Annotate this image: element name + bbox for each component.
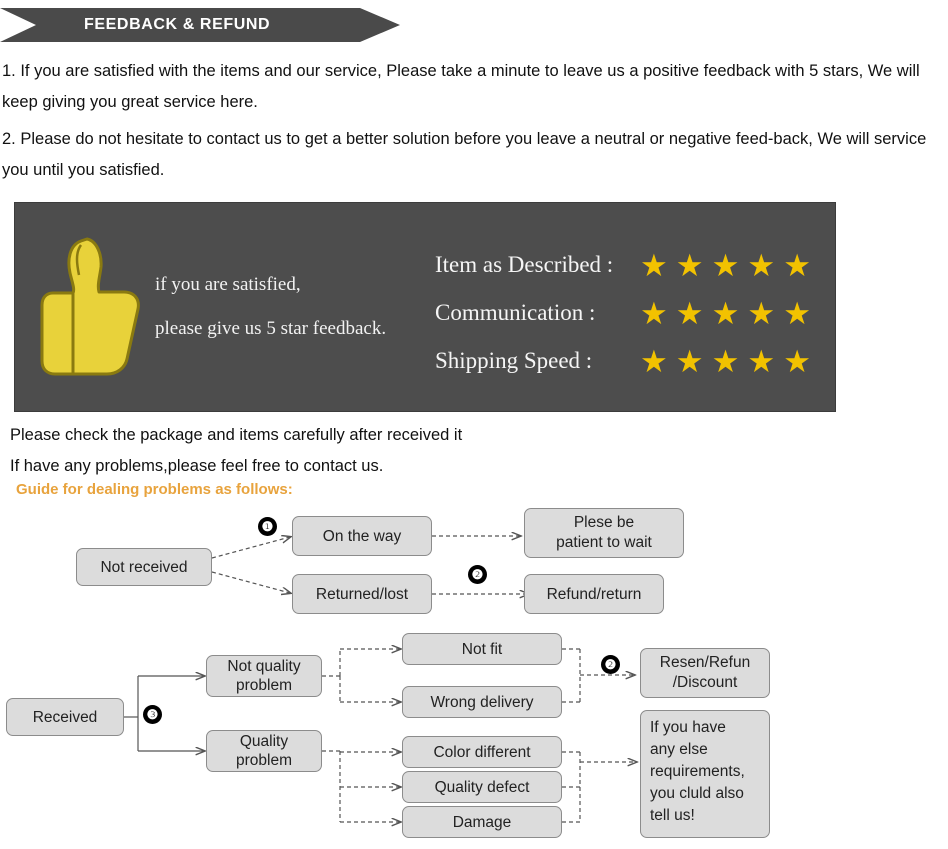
star-icon: ★ <box>711 295 740 331</box>
star-icon: ★ <box>640 343 668 379</box>
star-icon: ★ <box>783 295 811 331</box>
node-not-fit: Not fit <box>402 633 562 665</box>
star-icon: ★ <box>675 295 704 331</box>
resend-refund-line-2: /Discount <box>672 674 738 691</box>
not-quality-line-2: problem <box>236 677 292 694</box>
tell-us-line-3: requirements, <box>650 763 745 780</box>
rating-label: Item as Described : <box>435 252 614 277</box>
rating-row <box>435 339 811 383</box>
feedback-request-line-1: if you are satisfied, <box>155 274 301 295</box>
node-received: Received <box>6 698 124 736</box>
quality-line-1: Quality <box>239 733 289 750</box>
please-wait-line-1: Plese be <box>573 514 635 531</box>
star-icon: ★ <box>747 295 776 331</box>
badge-2b: ❷ <box>601 655 620 674</box>
node-quality-problem <box>206 730 322 772</box>
post-instruction-line-2: If have any problems,please feel free to contact us. <box>10 457 384 475</box>
header-banner <box>0 8 400 42</box>
rating-rows <box>435 243 811 387</box>
node-color-different: Color different <box>402 736 562 768</box>
feedback-rating-banner <box>14 202 836 412</box>
problem-flow-chart <box>0 500 948 849</box>
star-icon: ★ <box>783 247 811 283</box>
resend-refund-line-1: Resen/Refun <box>659 654 751 671</box>
star-icon: ★ <box>675 247 704 283</box>
tell-us-line-1: If you have <box>650 719 726 736</box>
tell-us-line-4: you cluld also <box>650 785 744 802</box>
node-on-the-way: On the way <box>292 516 432 556</box>
star-icon: ★ <box>711 343 740 379</box>
star-icon: ★ <box>675 343 704 379</box>
node-tell-us <box>640 710 770 838</box>
rating-label: Communication : <box>435 300 596 325</box>
rating-stars <box>640 343 811 379</box>
star-icon: ★ <box>711 247 740 283</box>
badge-1: ❶ <box>258 517 277 536</box>
star-icon: ★ <box>640 295 668 331</box>
star-icon: ★ <box>747 343 776 379</box>
thumbs-up-icon <box>37 235 147 380</box>
rating-stars <box>640 247 811 283</box>
rating-row <box>435 291 811 335</box>
rating-label: Shipping Speed : <box>435 348 593 373</box>
not-quality-line-1: Not quality <box>227 658 301 675</box>
node-wrong-delivery: Wrong delivery <box>402 686 562 718</box>
tell-us-line-2: any else <box>650 741 708 758</box>
star-icon: ★ <box>747 247 776 283</box>
node-returned-lost: Returned/lost <box>292 574 432 614</box>
node-refund-return: Refund/return <box>524 574 664 614</box>
star-icon: ★ <box>640 247 668 283</box>
guide-heading: Guide for dealing problems as follows: <box>16 481 293 498</box>
node-not-received: Not received <box>76 548 212 586</box>
intro-paragraph-2: 2. Please do not hesitate to contact us to get a better solution before you leave a neutral or negative feed-back, We will service you until you satisfied. <box>2 130 927 179</box>
node-not-quality-problem <box>206 655 322 697</box>
post-instructions <box>10 420 462 482</box>
tell-us-line-5: tell us! <box>650 807 695 824</box>
node-damage: Damage <box>402 806 562 838</box>
intro-paragraph-1: 1. If you are satisfied with the items and our service, Please take a minute to leave us a positive feedback with 5 stars, We will keep giving you great service here. <box>2 62 920 111</box>
quality-line-2: problem <box>236 752 292 769</box>
node-please-be-patient <box>524 508 684 558</box>
star-icon: ★ <box>783 343 811 379</box>
please-wait-line-2: patient to wait <box>556 534 652 551</box>
page-title: FEEDBACK & REFUND <box>84 16 271 33</box>
node-resend-refund-discount <box>640 648 770 698</box>
intro-text <box>2 56 946 192</box>
rating-stars <box>640 295 811 331</box>
rating-row <box>435 243 811 287</box>
badge-3: ❸ <box>143 705 162 724</box>
node-quality-defect: Quality defect <box>402 771 562 803</box>
post-instruction-line-1: Please check the package and items carefully after received it <box>10 426 463 444</box>
feedback-request-line-2: please give us 5 star feedback. <box>155 318 387 339</box>
badge-2: ❷ <box>468 565 487 584</box>
feedback-request-text <box>155 263 425 351</box>
